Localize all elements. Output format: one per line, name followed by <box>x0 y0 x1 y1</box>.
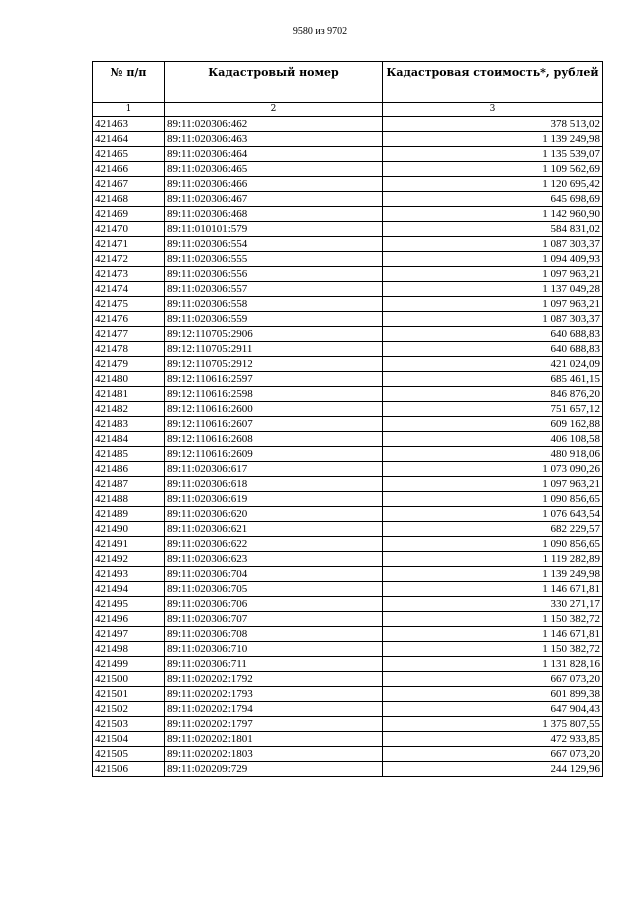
cadastral-cost: 1 150 382,72 <box>383 612 603 627</box>
cadastral-number: 89:11:020306:706 <box>165 597 383 612</box>
row-number: 421485 <box>93 447 165 462</box>
cadastral-number: 89:11:020306:556 <box>165 267 383 282</box>
table-row <box>93 117 603 132</box>
row-number: 421505 <box>93 747 165 762</box>
cadastral-number: 89:12:110705:2906 <box>165 327 383 342</box>
table-row <box>93 747 603 762</box>
table-row <box>93 312 603 327</box>
table-row <box>93 237 603 252</box>
cadastral-cost: 1 090 856,65 <box>383 492 603 507</box>
cadastral-cost: 1 146 671,81 <box>383 582 603 597</box>
row-number: 421486 <box>93 462 165 477</box>
row-number: 421467 <box>93 177 165 192</box>
table-row <box>93 267 603 282</box>
cadastral-number: 89:12:110616:2609 <box>165 447 383 462</box>
table-row <box>93 297 603 312</box>
table-row <box>93 657 603 672</box>
cadastral-number: 89:12:110616:2607 <box>165 417 383 432</box>
cadastral-cost: 685 461,15 <box>383 372 603 387</box>
cadastral-number: 89:11:020202:1803 <box>165 747 383 762</box>
cadastral-number: 89:11:020306:623 <box>165 552 383 567</box>
cadastral-cost: 640 688,83 <box>383 327 603 342</box>
cadastral-cost: 584 831,02 <box>383 222 603 237</box>
row-number: 421469 <box>93 207 165 222</box>
cadastral-number: 89:11:020306:617 <box>165 462 383 477</box>
cadastral-number: 89:12:110705:2911 <box>165 342 383 357</box>
row-number: 421464 <box>93 132 165 147</box>
cadastral-cost: 1 109 562,69 <box>383 162 603 177</box>
table-row <box>93 477 603 492</box>
row-number: 421501 <box>93 687 165 702</box>
row-number: 421471 <box>93 237 165 252</box>
cadastral-number: 89:11:020202:1797 <box>165 717 383 732</box>
table-row <box>93 492 603 507</box>
cadastral-number: 89:11:020306:708 <box>165 627 383 642</box>
table-row <box>93 732 603 747</box>
cadastral-number: 89:11:020306:705 <box>165 582 383 597</box>
cadastral-cost: 601 899,38 <box>383 687 603 702</box>
cadastral-cost: 1 135 539,07 <box>383 147 603 162</box>
cadastral-cost: 1 094 409,93 <box>383 252 603 267</box>
row-number: 421503 <box>93 717 165 732</box>
row-number: 421488 <box>93 492 165 507</box>
table-row <box>93 222 603 237</box>
cadastral-number: 89:11:020306:467 <box>165 192 383 207</box>
table-row <box>93 342 603 357</box>
cadastral-cost: 682 229,57 <box>383 522 603 537</box>
cadastral-number: 89:12:110616:2600 <box>165 402 383 417</box>
row-number: 421498 <box>93 642 165 657</box>
cadastral-number: 89:11:020202:1794 <box>165 702 383 717</box>
cadastral-number: 89:11:020306:559 <box>165 312 383 327</box>
table-row <box>93 207 603 222</box>
cadastral-cost: 1 073 090,26 <box>383 462 603 477</box>
row-number: 421490 <box>93 522 165 537</box>
row-number: 421466 <box>93 162 165 177</box>
cadastral-cost: 1 146 671,81 <box>383 627 603 642</box>
column-index-row <box>93 103 603 117</box>
cadastral-number: 89:11:020306:704 <box>165 567 383 582</box>
table-row <box>93 327 603 342</box>
cadastral-cost: 1 119 282,89 <box>383 552 603 567</box>
table-row <box>93 192 603 207</box>
row-number: 421473 <box>93 267 165 282</box>
cadastral-number: 89:11:020306:710 <box>165 642 383 657</box>
row-number: 421474 <box>93 282 165 297</box>
header-cadastral-number: Кадастровый номер <box>165 62 383 103</box>
cadastral-cost: 330 271,17 <box>383 597 603 612</box>
cadastral-number: 89:11:020306:618 <box>165 477 383 492</box>
table-row <box>93 552 603 567</box>
row-number: 421482 <box>93 402 165 417</box>
row-number: 421500 <box>93 672 165 687</box>
cadastral-number: 89:12:110616:2598 <box>165 387 383 402</box>
cadastral-number: 89:11:020306:466 <box>165 177 383 192</box>
table-row <box>93 357 603 372</box>
cadastral-number: 89:11:020306:465 <box>165 162 383 177</box>
table-row <box>93 717 603 732</box>
cadastral-cost: 244 129,96 <box>383 762 603 777</box>
table-row <box>93 447 603 462</box>
cadastral-number: 89:11:010101:579 <box>165 222 383 237</box>
row-number: 421470 <box>93 222 165 237</box>
row-number: 421491 <box>93 537 165 552</box>
cadastral-cost: 609 162,88 <box>383 417 603 432</box>
table-row <box>93 522 603 537</box>
cadastral-cost: 1 375 807,55 <box>383 717 603 732</box>
cadastral-number: 89:11:020306:557 <box>165 282 383 297</box>
cadastral-cost: 1 139 249,98 <box>383 567 603 582</box>
header-cadastral-cost: Кадастровая стоимость*, рублей <box>383 62 603 103</box>
cadastral-number: 89:11:020306:711 <box>165 657 383 672</box>
row-number: 421480 <box>93 372 165 387</box>
table-row <box>93 672 603 687</box>
row-number: 421481 <box>93 387 165 402</box>
cadastral-number: 89:12:110616:2597 <box>165 372 383 387</box>
row-number: 421495 <box>93 597 165 612</box>
cadastral-number: 89:11:020306:463 <box>165 132 383 147</box>
row-number: 421497 <box>93 627 165 642</box>
cadastral-number: 89:12:110616:2608 <box>165 432 383 447</box>
row-number: 421506 <box>93 762 165 777</box>
cadastral-number: 89:11:020202:1793 <box>165 687 383 702</box>
row-number: 421499 <box>93 657 165 672</box>
cadastral-cost: 1 097 963,21 <box>383 267 603 282</box>
cadastral-number: 89:11:020306:621 <box>165 522 383 537</box>
page-header: 9580 из 9702 <box>292 26 348 37</box>
cadastral-number: 89:11:020306:558 <box>165 297 383 312</box>
table-row <box>93 177 603 192</box>
cadastral-cost: 1 120 695,42 <box>383 177 603 192</box>
row-number: 421478 <box>93 342 165 357</box>
row-number: 421477 <box>93 327 165 342</box>
cadastral-number: 89:12:110705:2912 <box>165 357 383 372</box>
table-row <box>93 252 603 267</box>
cadastral-number: 89:11:020306:462 <box>165 117 383 132</box>
cadastral-cost: 640 688,83 <box>383 342 603 357</box>
cadastral-number: 89:11:020306:555 <box>165 252 383 267</box>
row-number: 421502 <box>93 702 165 717</box>
row-number: 421479 <box>93 357 165 372</box>
cadastral-cost: 1 137 049,28 <box>383 282 603 297</box>
cadastral-cost: 1 090 856,65 <box>383 537 603 552</box>
table-row <box>93 282 603 297</box>
cadastral-cost: 1 087 303,37 <box>383 312 603 327</box>
table-row <box>93 597 603 612</box>
cadastral-cost: 1 139 249,98 <box>383 132 603 147</box>
cadastral-cost: 480 918,06 <box>383 447 603 462</box>
cadastral-cost: 647 904,43 <box>383 702 603 717</box>
column-index-3: 3 <box>383 103 603 117</box>
row-number: 421494 <box>93 582 165 597</box>
cadastral-cost: 378 513,02 <box>383 117 603 132</box>
table-row <box>93 462 603 477</box>
cadastral-cost: 751 657,12 <box>383 402 603 417</box>
table-row <box>93 567 603 582</box>
row-number: 421504 <box>93 732 165 747</box>
table-row <box>93 702 603 717</box>
header-number: № п/п <box>93 62 165 103</box>
table-body <box>93 117 603 777</box>
table-row <box>93 762 603 777</box>
table-row <box>93 582 603 597</box>
row-number: 421487 <box>93 477 165 492</box>
cadastral-cost: 667 073,20 <box>383 672 603 687</box>
column-index-2: 2 <box>165 103 383 117</box>
cadastral-number: 89:11:020306:468 <box>165 207 383 222</box>
column-index-1: 1 <box>93 103 165 117</box>
table-row <box>93 507 603 522</box>
table-row <box>93 642 603 657</box>
cadastral-cost: 472 933,85 <box>383 732 603 747</box>
row-number: 421465 <box>93 147 165 162</box>
table-row <box>93 162 603 177</box>
row-number: 421483 <box>93 417 165 432</box>
row-number: 421476 <box>93 312 165 327</box>
row-number: 421468 <box>93 192 165 207</box>
cadastral-number: 89:11:020306:464 <box>165 147 383 162</box>
cadastral-cost: 1 097 963,21 <box>383 477 603 492</box>
cadastral-cost: 1 076 643,54 <box>383 507 603 522</box>
table-row <box>93 537 603 552</box>
row-number: 421463 <box>93 117 165 132</box>
cadastral-number: 89:11:020202:1801 <box>165 732 383 747</box>
cadastral-table <box>92 61 603 777</box>
cadastral-number: 89:11:020306:554 <box>165 237 383 252</box>
row-number: 421496 <box>93 612 165 627</box>
cadastral-cost: 667 073,20 <box>383 747 603 762</box>
cadastral-cost: 1 097 963,21 <box>383 297 603 312</box>
cadastral-number: 89:11:020306:707 <box>165 612 383 627</box>
table-row <box>93 432 603 447</box>
row-number: 421489 <box>93 507 165 522</box>
cadastral-cost: 1 142 960,90 <box>383 207 603 222</box>
cadastral-cost: 1 150 382,72 <box>383 642 603 657</box>
table-row <box>93 687 603 702</box>
cadastral-number: 89:11:020209:729 <box>165 762 383 777</box>
table-row <box>93 132 603 147</box>
row-number: 421484 <box>93 432 165 447</box>
table-row <box>93 417 603 432</box>
cadastral-cost: 421 024,09 <box>383 357 603 372</box>
cadastral-number: 89:11:020306:622 <box>165 537 383 552</box>
cadastral-cost: 1 131 828,16 <box>383 657 603 672</box>
cadastral-number: 89:11:020306:620 <box>165 507 383 522</box>
table-row <box>93 402 603 417</box>
table-row <box>93 627 603 642</box>
table-row <box>93 612 603 627</box>
row-number: 421492 <box>93 552 165 567</box>
cadastral-cost: 1 087 303,37 <box>383 237 603 252</box>
cadastral-cost: 645 698,69 <box>383 192 603 207</box>
row-number: 421472 <box>93 252 165 267</box>
table-row <box>93 387 603 402</box>
table-row <box>93 372 603 387</box>
cadastral-number: 89:11:020202:1792 <box>165 672 383 687</box>
cadastral-cost: 406 108,58 <box>383 432 603 447</box>
row-number: 421475 <box>93 297 165 312</box>
row-number: 421493 <box>93 567 165 582</box>
cadastral-number: 89:11:020306:619 <box>165 492 383 507</box>
cadastral-cost: 846 876,20 <box>383 387 603 402</box>
table-header-row <box>93 62 603 103</box>
table-row <box>93 147 603 162</box>
